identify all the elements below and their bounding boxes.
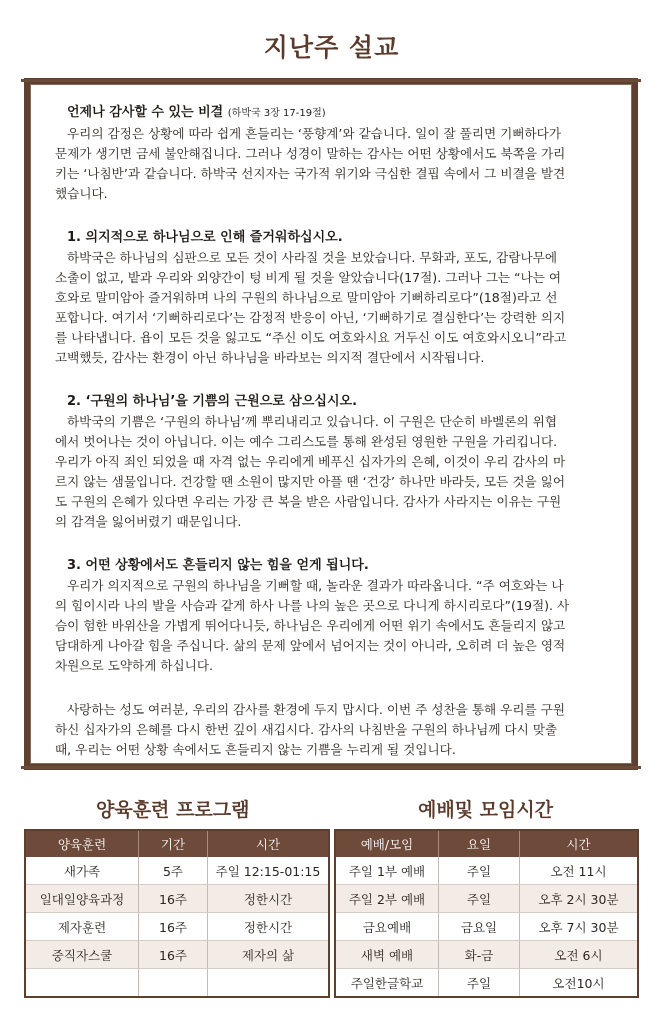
sermon-point-2 bbox=[55, 392, 605, 532]
table-cell: 제자의 삶 bbox=[208, 941, 330, 969]
training-section-title: 양육훈련 프로그램 bbox=[96, 799, 250, 821]
table-cell bbox=[25, 969, 139, 998]
point-title: 1. 의지적으로 하나님으로 인해 즐거워하십시오. bbox=[67, 230, 343, 245]
table-cell: 오전 11시 bbox=[520, 857, 639, 885]
column-header: 예배/모임 bbox=[335, 830, 439, 857]
column-header: 시간 bbox=[208, 830, 330, 857]
sermon-closing bbox=[55, 700, 605, 760]
table-row bbox=[335, 885, 638, 913]
sermon-reference: (하박국 3장 17-19절) bbox=[227, 108, 326, 119]
paragraph-line: 하신 십자가의 은혜를 다시 한번 깊이 새깁시다. 감사의 나침반을 구원의 하나님께 다시 맞출 bbox=[55, 722, 558, 737]
table-cell: 오후 7시 30분 bbox=[520, 913, 639, 941]
table-cell: 일대일양육과정 bbox=[25, 885, 139, 913]
table-row bbox=[335, 857, 638, 885]
paragraph-line: 차원으로 도약하게 하십니다. bbox=[55, 658, 213, 673]
table-row bbox=[335, 913, 638, 941]
table-cell: 주일 bbox=[439, 857, 520, 885]
table-cell: 오후 2시 30분 bbox=[520, 885, 639, 913]
paragraph-line: 소출이 없고, 밭과 우리와 외양간이 텅 비게 될 것을 알았습니다(17절). 그러나 그는 “나는 여 bbox=[55, 270, 562, 285]
paragraph-line: 키는 ‘나침반’과 같습니다. 하박국 선지자는 국가적 위기와 극심한 결핍 속에서 그 비결을 발견 bbox=[55, 166, 566, 181]
table-cell: 16주 bbox=[139, 913, 208, 941]
table-cell bbox=[139, 969, 208, 998]
table-cell: 주일 bbox=[439, 885, 520, 913]
table-cell: 16주 bbox=[139, 885, 208, 913]
paragraph-line: 담대하게 나아갈 힘을 주십니다. 삶의 문제 앞에서 넘어지는 것이 아니라, 오히려 더 높은 영적 bbox=[55, 638, 566, 653]
paragraph-line: 했습니다. bbox=[55, 186, 108, 201]
paragraph-line: 하박국의 기쁨은 ‘구원의 하나님’께 뿌리내리고 있습니다. 이 구원은 단순히 바벨론의 위협 bbox=[67, 414, 558, 429]
table-cell: 제자훈련 bbox=[25, 913, 139, 941]
paragraph-line: 문제가 생기면 금세 불안해집니다. 그러나 성경이 말하는 감사는 어떤 상황에서도 북쪽을 가리 bbox=[55, 146, 566, 161]
column-header: 양육훈련 bbox=[25, 830, 139, 857]
page-title: 지난주 설교 bbox=[263, 33, 400, 62]
table-cell: 주일 bbox=[439, 969, 520, 998]
point-title: 3. 어떤 상황에서도 흔들리지 않는 힘을 얻게 됩니다. bbox=[67, 558, 369, 573]
paragraph-line: 포합니다. 여기서 ‘기뻐하리로다’는 감정적 반응이 아닌, ‘기뻐하기로 결심한다’는 강력한 의지 bbox=[55, 310, 566, 325]
table-row bbox=[25, 969, 329, 998]
paragraph-line: 에서 벗어나는 것이 아닙니다. 이는 예수 그리스도를 통해 완성된 영원한 구원을 가리킵니다. bbox=[55, 434, 558, 449]
paragraph-line: 때, 우리는 어떤 상황 속에서도 흔들리지 않는 기쁨을 누리게 될 것입니다. bbox=[55, 742, 456, 757]
paragraph-line: 의 감격을 잃어버렸기 때문입니다. bbox=[55, 514, 242, 529]
table-cell: 주일 2부 예배 bbox=[335, 885, 439, 913]
paragraph-line: 하박국은 하나님의 심판으로 모든 것이 사라질 것을 보았습니다. 무화과, 포도, 감람나무에 bbox=[67, 250, 558, 265]
sermon-intro bbox=[55, 124, 605, 204]
paragraph-line: 슴이 험한 바위산을 가볍게 뛰어다니듯, 하나님은 우리에게 어떤 위기 속에서도 흔들리지 않고 bbox=[55, 618, 566, 633]
point-title: 2. ‘구원의 하나님’을 기쁨의 근원으로 삼으십시오. bbox=[67, 394, 358, 409]
sermon-heading: 언제나 감사할 수 있는 비결 (하박국 3장 17-19절) bbox=[67, 105, 326, 120]
paragraph-line: 고백했듯, 감사는 환경이 아닌 하나님을 바라보는 의지적 결단에서 시작됩니다. bbox=[55, 350, 485, 365]
column-header: 기간 bbox=[139, 830, 208, 857]
table-header-row bbox=[335, 830, 638, 857]
table-cell: 정한시간 bbox=[208, 913, 330, 941]
paragraph-line: 사랑하는 성도 여러분, 우리의 감사를 환경에 두지 맙시다. 이번 주 성찬을 통해 우리를 구원 bbox=[67, 702, 566, 717]
paragraph-line: 르지 않는 샘물입니다. 건강할 땐 소원이 많지만 아플 땐 ‘건강’ 하나만 바라듯, 모든 것을 잃어 bbox=[55, 474, 566, 489]
table-cell: 주일 12:15-01:15 bbox=[208, 857, 330, 885]
table-header-row bbox=[25, 830, 329, 857]
worship-table bbox=[334, 829, 639, 998]
table-cell: 주일한글학교 bbox=[335, 969, 439, 998]
table-cell: 금요예배 bbox=[335, 913, 439, 941]
table-row bbox=[335, 941, 638, 969]
table-cell: 새가족 bbox=[25, 857, 139, 885]
table-row bbox=[25, 941, 329, 969]
paragraph-line: 의 힘이시라 나의 발을 사슴과 같게 하사 나를 나의 높은 곳으로 다니게 하시리로다”(19절). 사 bbox=[55, 598, 570, 613]
paragraph-line: 를 나타냅니다. 욥이 모든 것을 잃고도 “주신 이도 여호와시요 거두신 이도 여호와시오니”라고 bbox=[55, 330, 567, 345]
table-row bbox=[335, 969, 638, 998]
table-cell: 중직자스쿨 bbox=[25, 941, 139, 969]
table-cell: 금요일 bbox=[439, 913, 520, 941]
paragraph-line: 호와로 말미암아 즐거워하며 나의 구원의 하나님으로 말미암아 기뻐하리로다”(18절)라고 선 bbox=[55, 290, 558, 305]
table-cell: 새벽 예배 bbox=[335, 941, 439, 969]
sermon-point-3 bbox=[55, 556, 605, 676]
table-row bbox=[25, 857, 329, 885]
sermon-body bbox=[55, 103, 605, 760]
table-cell: 오전10시 bbox=[520, 969, 639, 998]
paragraph-line: 우리가 의지적으로 구원의 하나님을 기뻐할 때, 놀라운 결과가 따라옵니다. “주 여호와는 나 bbox=[67, 578, 564, 593]
table-cell: 오전 6시 bbox=[520, 941, 639, 969]
paragraph-line: 우리가 아직 죄인 되었을 때 자격 없는 우리에게 베푸신 십자가의 은혜, 이것이 우리 감사의 마 bbox=[55, 454, 566, 469]
table-cell: 정한시간 bbox=[208, 885, 330, 913]
worship-section-title: 예배및 모임시간 bbox=[418, 799, 554, 821]
sermon-point-1 bbox=[55, 228, 605, 368]
training-table bbox=[24, 829, 330, 998]
table-cell: 5주 bbox=[139, 857, 208, 885]
paragraph-line: 도 구원의 은혜가 있다면 우리는 가장 큰 복을 받은 사람입니다. 감사가 사라지는 이유는 구원 bbox=[55, 494, 562, 509]
table-row bbox=[25, 885, 329, 913]
table-cell: 16주 bbox=[139, 941, 208, 969]
column-header: 시간 bbox=[520, 830, 639, 857]
table-cell bbox=[208, 969, 330, 998]
column-header: 요일 bbox=[439, 830, 520, 857]
table-cell: 주일 1부 예배 bbox=[335, 857, 439, 885]
table-row bbox=[25, 913, 329, 941]
table-cell: 화-금 bbox=[439, 941, 520, 969]
paragraph-line: 우리의 감정은 상황에 따라 쉽게 흔들리는 ‘풍향계’와 같습니다. 일이 잘 풀리면 기뻐하다가 bbox=[67, 126, 562, 141]
